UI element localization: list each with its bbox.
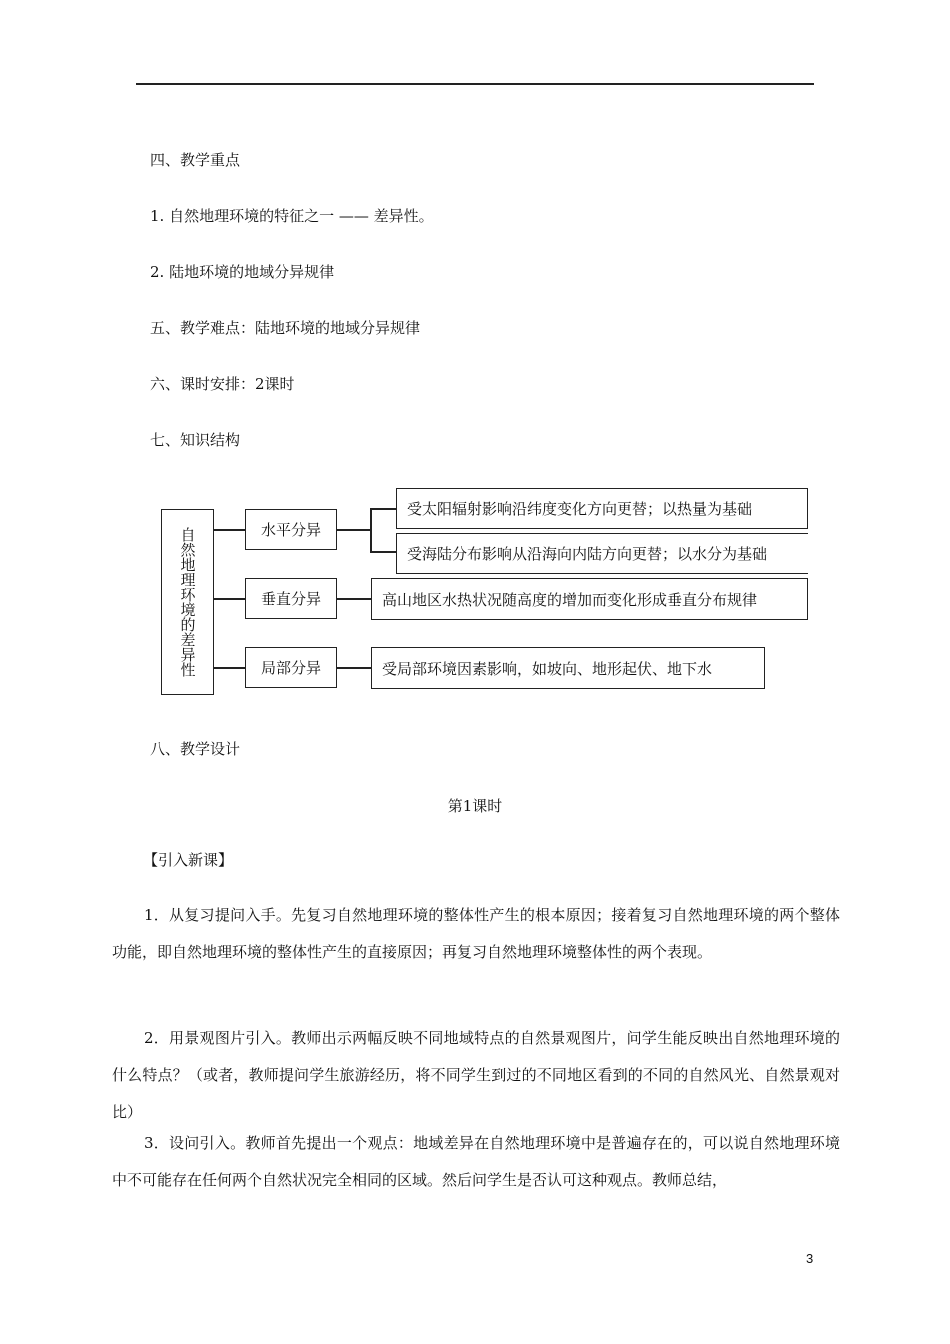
section-heading-difficulty: 五、教学难点：陆地环境的地域分异规律 — [150, 319, 421, 337]
connector — [337, 598, 371, 600]
horizontal-item-2-text: 受海陆分布影响从沿海向内陆方向更替；以水分为基础 — [407, 545, 768, 563]
diagram-root-label: 自然地理环境的差异性 — [178, 527, 197, 677]
section-heading-design: 八、教学设计 — [150, 740, 241, 758]
section-heading-key-points: 四、教学重点 — [150, 151, 241, 169]
branch-horizontal-label: 水平分异 — [260, 521, 321, 539]
connector — [370, 508, 396, 510]
header-rule — [136, 83, 814, 85]
lesson-title: 第1课时 — [447, 797, 503, 815]
section-heading-schedule: 六、课时安排：2课时 — [150, 375, 295, 393]
horizontal-item-2-box — [396, 533, 808, 574]
horizontal-item-1-box — [396, 488, 808, 529]
connector — [337, 529, 371, 531]
connector — [214, 598, 245, 600]
horizontal-item-1-text: 受太阳辐射影响沿纬度变化方向更替；以热量为基础 — [407, 500, 753, 518]
paragraph-2: 2．用景观图片引入。教师出示两幅反映不同地域特点的自然景观图片，问学生能反映出自然地理环境的什么特点？（或者，教师提问学生旅游经历，将不同学生到过的不同地区看到的不同的自然风光、自然景观对比） — [112, 1029, 840, 1121]
page-number: 3 — [806, 1251, 814, 1266]
connector — [370, 508, 372, 552]
connector — [337, 667, 371, 669]
paragraph-3: 3．设问引入。教师首先提出一个观点：地域差异在自然地理环境中是普遍存在的，可以说自然地理环境中不可能存在任何两个自然状况完全相同的区域。然后问学生是否认可这种观点。教师总结， — [112, 1134, 840, 1189]
key-point-2: 2. 陆地环境的地域分异规律 — [150, 263, 335, 281]
paragraph-1: 1．从复习提问入手。先复习自然地理环境的整体性产生的根本原因；接着复习自然地理环境的两个整体功能，即自然地理环境的整体性产生的直接原因；再复习自然地理环境整体性的两个表现。 — [112, 906, 840, 961]
branch-horizontal-box — [245, 509, 337, 550]
diagram-root-box — [161, 509, 214, 695]
connector — [214, 529, 245, 531]
intro-heading: 【引入新课】 — [143, 851, 234, 869]
connector — [214, 667, 245, 669]
branch-vertical-label: 垂直分异 — [260, 590, 321, 608]
key-point-1: 1. 自然地理环境的特征之一 —— 差异性。 — [150, 207, 434, 225]
vertical-item-text: 高山地区水热状况随高度的增加而变化形成垂直分布规律 — [382, 590, 758, 609]
branch-local-label: 局部分异 — [260, 659, 321, 677]
vertical-item-box — [371, 578, 808, 620]
connector — [370, 551, 396, 553]
branch-local-box — [245, 647, 337, 688]
branch-vertical-box — [245, 578, 337, 619]
local-item-box — [371, 647, 765, 689]
section-heading-structure: 七、知识结构 — [150, 431, 241, 449]
local-item-text: 受局部环境因素影响，如坡向、地形起伏、地下水 — [382, 659, 713, 678]
